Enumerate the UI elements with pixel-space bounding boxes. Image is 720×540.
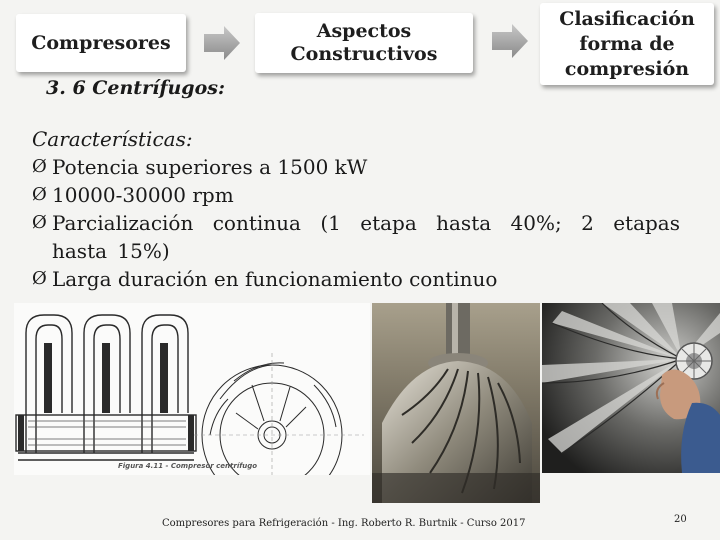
list-item bbox=[32, 209, 680, 265]
arrow-bullet-icon: Ø bbox=[32, 184, 47, 205]
arrow-bullet-icon: Ø bbox=[32, 268, 47, 289]
nav-box-aspectos-label: Aspectos Constructivos bbox=[290, 20, 438, 65]
arrow-bullet-icon: Ø bbox=[32, 156, 47, 177]
nav-box-aspectos-constructivos[interactable] bbox=[255, 13, 473, 73]
arrow-bullet-icon: Ø bbox=[32, 212, 47, 233]
footer-text: Compresores para Refrigeración - Ing. Roberto R. Burtnik - Curso 2017 bbox=[162, 518, 526, 529]
list-item-text: Larga duración en funcionamiento continuo bbox=[52, 267, 498, 291]
compressor-diagram-image bbox=[14, 303, 370, 475]
right-arrow-icon bbox=[202, 24, 242, 62]
list-item-text: Parcialización continua (1 etapa hasta 40%; 2 etapas hasta 15%) bbox=[52, 211, 680, 263]
page-number: 20 bbox=[674, 514, 687, 525]
section-subtitle: 3. 6 Centrífugos: bbox=[46, 77, 225, 99]
list-item bbox=[32, 181, 680, 209]
list-item-text: Potencia superiores a 1500 kW bbox=[52, 155, 368, 179]
figure-caption: Figura 4.11 - Compresor centrífugo bbox=[118, 462, 258, 470]
list-item bbox=[32, 153, 680, 181]
nav-box-clasificacion[interactable] bbox=[540, 3, 714, 85]
impeller-photo bbox=[372, 303, 540, 503]
features-list bbox=[32, 125, 680, 293]
list-item-text: 10000-30000 rpm bbox=[52, 183, 234, 207]
nav-box-clasificacion-label: Clasificación forma de compresión bbox=[559, 7, 695, 80]
nav-box-compresores-label: Compresores bbox=[31, 32, 171, 54]
features-heading: Características: bbox=[32, 127, 193, 151]
nav-box-compresores[interactable] bbox=[16, 14, 186, 72]
right-arrow-icon bbox=[490, 22, 530, 60]
turbine-hand-photo bbox=[542, 303, 720, 473]
list-item bbox=[32, 265, 680, 293]
